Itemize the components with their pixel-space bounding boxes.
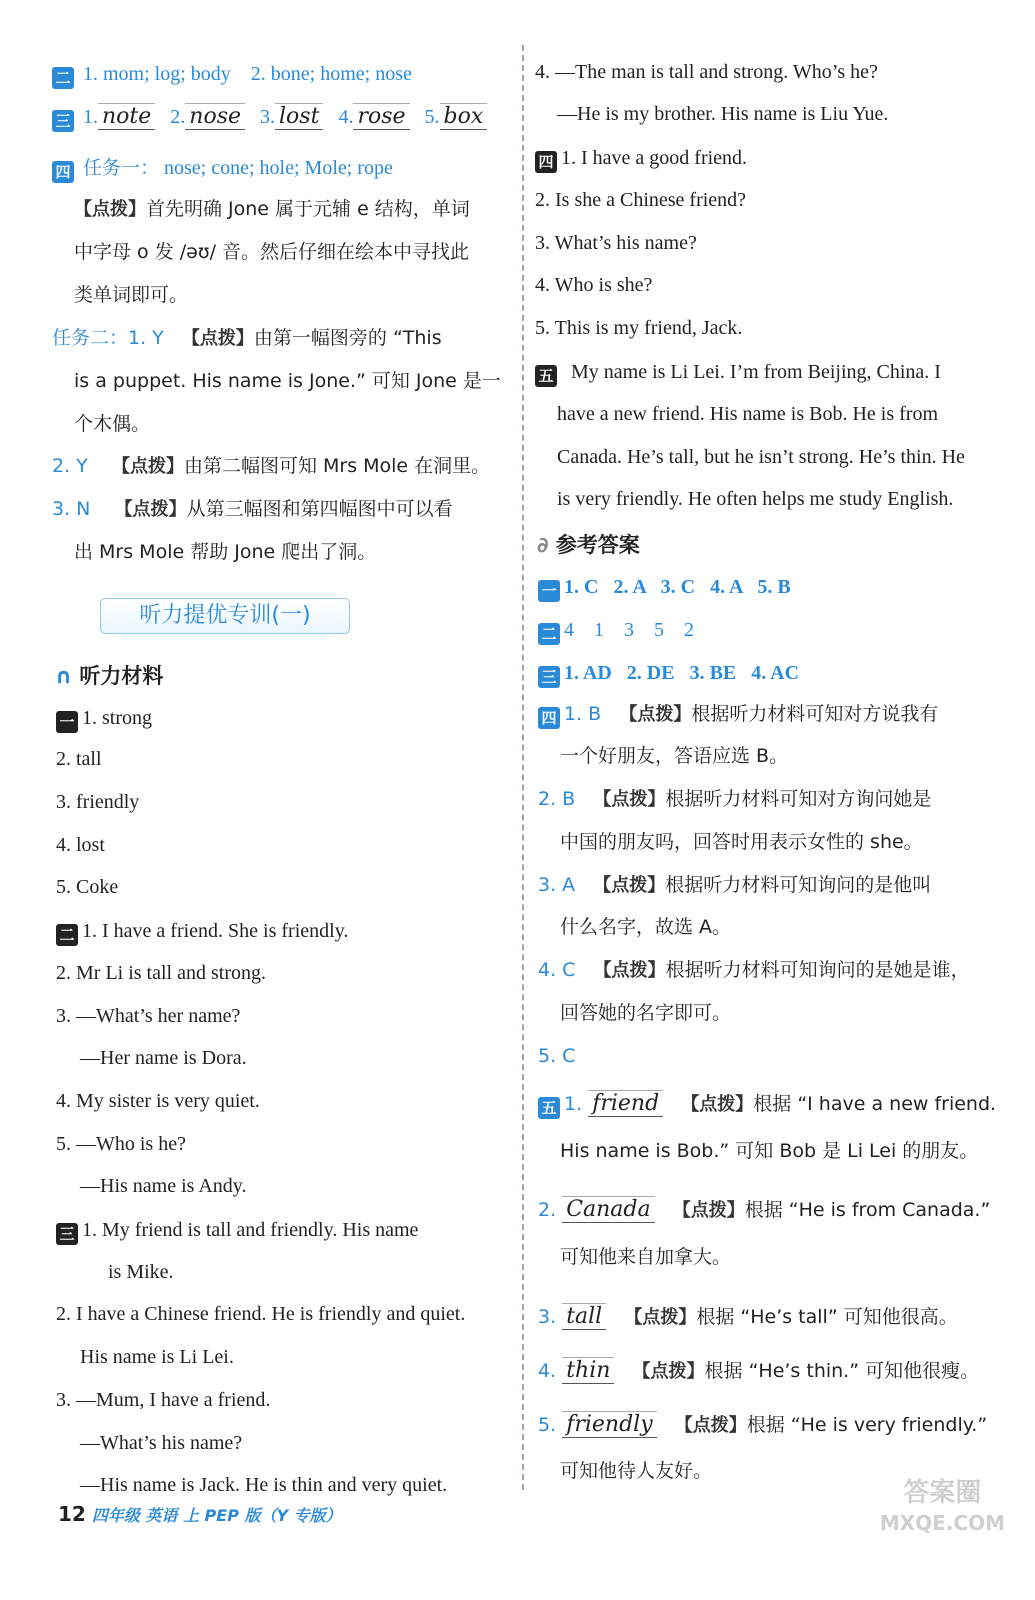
hint-tag: 【点拨】 (181, 328, 254, 349)
item-answer: 4. C (538, 959, 576, 981)
watermark (880, 1478, 1005, 1538)
title-text: 参考答案 (555, 533, 640, 557)
item-number: 1. (564, 1093, 583, 1115)
handwritten-word: box (440, 103, 488, 130)
hint-tag: 【点拨】 (674, 1415, 747, 1436)
hint-line: His name is Bob.” 可知 Bob 是 Li Lei 的朋友。 (560, 1140, 979, 1162)
answer-row-3 (52, 103, 487, 132)
hint-line: 回答她的名字即可。 (560, 1002, 732, 1024)
section-badge: 三 (538, 666, 560, 688)
item-answer: 2. Y (52, 455, 88, 477)
hint-line: 可知他待人友好。 (560, 1460, 713, 1482)
material-line: 3. What’s his name? (535, 232, 697, 254)
section-badge: 三 (52, 110, 74, 132)
material-line: 1. My friend is tall and friendly. His name (82, 1219, 419, 1241)
hint-tag: 【点拨】 (593, 789, 666, 810)
material-line: 4. —The man is tall and strong. Who’s he? (535, 61, 878, 83)
hint-text: 根据听力材料可知对方说我有 (691, 703, 939, 725)
task2-line (52, 324, 442, 353)
hint-text: 首先明确 Jone 属于元辅 e 结构，单词 (146, 198, 470, 220)
hint-text: 根据 “He is from Canada.” (744, 1199, 991, 1221)
hint-tag: 【点拨】 (593, 875, 666, 896)
material-line: —What’s his name? (80, 1432, 243, 1454)
hint-text: 根据 “He’s tall” 可知他很高。 (696, 1306, 958, 1328)
material-line: is Mike. (108, 1261, 174, 1283)
hint-text: 由第一幅图旁的 “This (253, 327, 442, 349)
watermark-line: 答案圈 (903, 1478, 982, 1508)
item-number: 1. (83, 106, 98, 128)
material-line: —His name is Jack. He is thin and very quiet. (80, 1474, 448, 1496)
section-badge: 二 (538, 623, 560, 645)
section-badge: 四 (52, 161, 74, 183)
headphones-icon: ∩ (55, 664, 73, 688)
handwritten-word: friend (588, 1090, 663, 1117)
material-line: 4. My sister is very quiet. (56, 1090, 260, 1112)
handwritten-word: rose (353, 103, 409, 130)
material-line: 4. lost (56, 834, 105, 856)
section-badge: 四 (538, 707, 560, 729)
item-answer: 5. C (538, 1045, 576, 1067)
hint-text: 根据 “He’s thin.” 可知他很瘦。 (704, 1360, 980, 1382)
material-line: 1. I have a friend. She is friendly. (82, 920, 349, 942)
hint-line (74, 195, 470, 224)
hint-text: 根据 “I have a new friend. (753, 1093, 997, 1115)
hint-tag: 【点拨】 (681, 1094, 754, 1115)
material-line: Canada. He’s tall, but he isn’t strong. He’s thin. He (557, 446, 965, 468)
material-line: 2. Is she a Chinese friend? (535, 189, 747, 211)
item-answer: 3. A (538, 874, 576, 896)
material-line: His name is Li Lei. (80, 1346, 234, 1368)
item-answer: 2. B (538, 788, 576, 810)
watermark-line: MXQE.COM (879, 1511, 1005, 1535)
material-line: 3. friendly (56, 791, 140, 813)
task-label: 任务一： (83, 157, 160, 179)
answer-row-2 (52, 60, 412, 89)
column-divider (522, 45, 524, 1490)
section-badge: 五 (535, 365, 557, 387)
material-line: 4. Who is she? (535, 274, 653, 296)
answer-text: nose; cone; hole; Mole; rope (164, 157, 393, 179)
hint-text: 从第三幅图和第四幅图中可以看 (186, 498, 453, 520)
title-text: 听力材料 (79, 664, 164, 688)
material-line: 2. Mr Li is tall and strong. (56, 962, 266, 984)
hint-tag: 【点拨】 (632, 1361, 705, 1382)
item-answer: 3. N (52, 498, 91, 520)
hint-line: 类单词即可。 (74, 284, 189, 306)
item-number: 3. (538, 1306, 557, 1328)
paperclip-icon: ∂ (537, 533, 549, 557)
material-line: —His name is Andy. (80, 1175, 247, 1197)
handwritten-word: tall (562, 1303, 606, 1330)
task2-q2 (52, 452, 490, 481)
page-footer (58, 1502, 342, 1526)
hint-tag: 【点拨】 (624, 1307, 697, 1328)
section-badge: 三 (56, 1223, 78, 1245)
hint-text: 根据听力材料可知询问的是她是谁， (665, 959, 970, 981)
item-number: 2. (538, 1199, 557, 1221)
hint-tag: 【点拨】 (114, 499, 187, 520)
section-badge: 一 (538, 580, 560, 602)
hint-text: 根据听力材料可知对方询问她是 (665, 788, 932, 810)
answer-text: 4 1 3 5 2 (564, 619, 694, 641)
hint-tag: 【点拨】 (111, 456, 184, 477)
handwritten-word: note (98, 103, 155, 130)
material-line: have a new friend. His name is Bob. He is from (557, 403, 939, 425)
hint-line: 中国的朋友吗，回答时用表示女性的 she。 (560, 831, 923, 853)
item-number: 2. (170, 106, 186, 128)
material-line: 5. Coke (56, 876, 119, 898)
material-line: is very friendly. He often helps me study English. (557, 488, 954, 510)
page-number: 12 (58, 1502, 86, 1526)
material-line: 2. tall (56, 748, 102, 770)
item-number: 3. (260, 106, 276, 128)
material-line: 1. I have a good friend. (561, 147, 748, 169)
reference-answers-title (537, 529, 640, 559)
hint-tag: 【点拨】 (672, 1200, 745, 1221)
hint-tag: 【点拨】 (74, 199, 146, 220)
material-line: 3. —Mum, I have a friend. (56, 1389, 271, 1411)
footer-text: 四年级 英语 上 PEP 版（Y 专版） (91, 1506, 342, 1525)
material-line: My name is Li Lei. I’m from Beijing, China. I (571, 361, 941, 383)
hint-line: is a puppet. His name is Jone.” 可知 Jone 是一 (74, 370, 501, 392)
material-line: —He is my brother. His name is Liu Yue. (557, 103, 889, 125)
answer-text: 2. bone; home; nose (250, 63, 412, 85)
section-banner: 听力提优专训(一) (100, 598, 350, 634)
hint-text: 根据听力材料可知询问的是他叫 (665, 874, 932, 896)
section-badge: 五 (538, 1097, 560, 1119)
hint-text: 根据 “He is very friendly.” (746, 1414, 988, 1436)
item-number: 4. (538, 1360, 557, 1382)
section-badge: 二 (56, 924, 78, 946)
section-badge: 一 (56, 711, 78, 733)
section-badge: 二 (52, 67, 74, 89)
hint-line: 一个好朋友，答语应选 B。 (560, 745, 789, 767)
hint-line: 可知他来自加拿大。 (560, 1246, 732, 1268)
hint-line: 什么名字，故选 A。 (560, 916, 732, 938)
answer-row-4 (52, 154, 393, 183)
hint-text: 由第二幅图可知 Mrs Mole 在洞里。 (183, 455, 491, 477)
task2-q3 (52, 495, 453, 524)
material-line: —Her name is Dora. (80, 1047, 247, 1069)
handwritten-word: thin (562, 1357, 614, 1384)
answer-text: 1. AD 2. DE 3. BE 4. AC (564, 662, 800, 684)
hint-tag: 【点拨】 (593, 960, 666, 981)
answer-text: 1. C 2. A 3. C 4. A 5. B (564, 576, 791, 598)
material-line: 3. —What’s her name? (56, 1005, 241, 1027)
item-number: 4. (338, 106, 354, 128)
answer-text: 1. mom; log; body (83, 63, 231, 85)
material-line: 5. —Who is he? (56, 1133, 186, 1155)
material-line: 1. strong (82, 707, 152, 729)
section-badge: 四 (535, 151, 557, 173)
hint-tag: 【点拨】 (619, 704, 692, 725)
material-line: 2. I have a Chinese friend. He is friendly and quiet. (56, 1303, 466, 1325)
listening-material-title (55, 660, 163, 690)
handwritten-word: nose (185, 103, 245, 130)
handwritten-word: Canada (562, 1196, 654, 1223)
handwritten-word: friendly (562, 1411, 656, 1438)
hint-line: 出 Mrs Mole 帮助 Jone 爬出了洞。 (74, 541, 377, 563)
material-line: 5. This is my friend, Jack. (535, 317, 743, 339)
item-answer: 1. B (564, 703, 602, 725)
item-number: 5. (538, 1414, 557, 1436)
handwritten-word: lost (275, 103, 323, 130)
hint-line: 个木偶。 (74, 413, 151, 435)
task-label: 任务二：1. Y (52, 327, 164, 349)
hint-line: 中字母 o 发 /əʊ/ 音。然后仔细在绘本中寻找此 (74, 241, 470, 263)
item-number: 5. (424, 106, 440, 128)
